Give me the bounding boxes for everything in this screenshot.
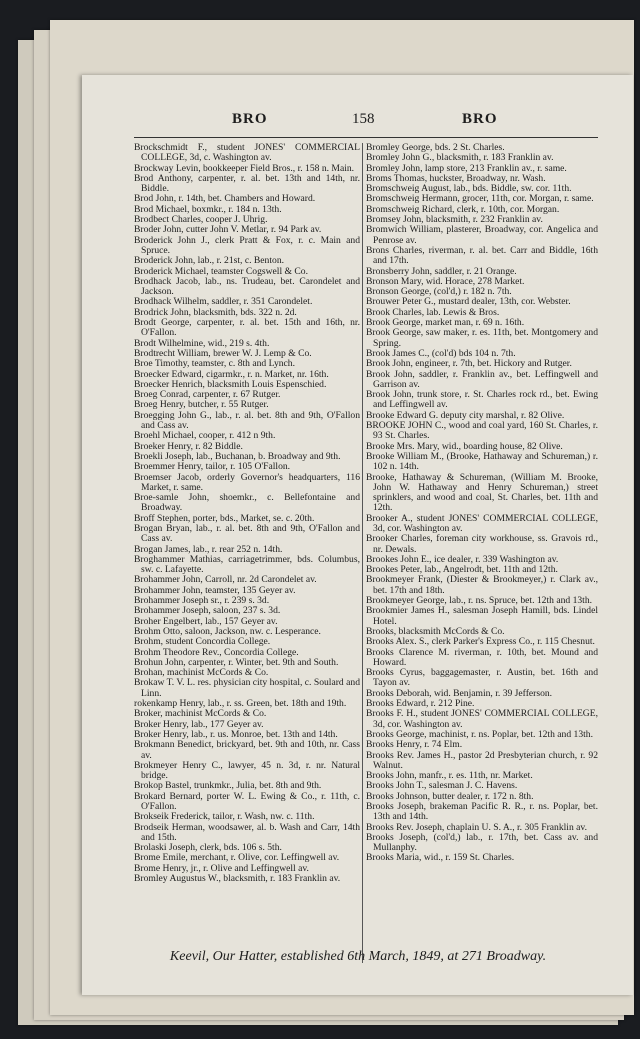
directory-entry: Brooks Rev. Joseph, chaplain U. S. A., r. 305 Franklin av.: [366, 821, 587, 833]
directory-entry: Brooke Mrs. Mary, wid., boarding house, 82 Olive.: [366, 440, 563, 452]
directory-entry: Broderick John J., clerk Pratt & Fox, r. c. Main and Spruce.: [134, 234, 360, 256]
directory-entry: Brookmier James H., salesman Joseph Hamill, bds. Lindel Hotel.: [366, 605, 598, 627]
directory-entry: Brohammer Joseph sr., r. 239 s. 3d.: [134, 595, 270, 607]
directory-entry: Brogan Bryan, lab., r. al. bet. 8th and 9th, O'Fallon and Cass av.: [134, 522, 360, 545]
directory-entry: Bromley Augustus W., blacksmith, r. 183 Franklin av.: [134, 873, 341, 885]
directory-entry: Brohan, machinist McCords & Co.: [134, 667, 269, 679]
directory-entry: Broeker Henry, r. 82 Biddle.: [134, 440, 243, 452]
directory-entry: Bromsey John, blacksmith, r. 232 Franklin av.: [366, 214, 543, 226]
directory-entry: Brons Charles, riverman, r. al. bet. Carr and Biddle, 16th and 17th.: [366, 244, 598, 267]
directory-entry: Broe Timothy, teamster, c. 8th and Lynch.: [134, 358, 296, 370]
header-rule: [134, 137, 598, 138]
directory-entry: Brome Emile, merchant, r. Olive, cor. Leffingwell av.: [134, 852, 340, 864]
right-column: [366, 143, 598, 864]
directory-entry: Brooks Joseph, brakeman Pacific R. R., r. ns. Poplar, bet. 13th and 14th.: [366, 801, 598, 823]
directory-entry: Brookes Peter, lab., Angelrodt, bet. 11th and 12th.: [366, 564, 558, 576]
directory-entry: Broegging John G., lab., r. al. bet. 8th and 9th, O'Fallon and Cass av.: [134, 409, 360, 432]
directory-entry: Brooks Clarence M. riverman, r. 10th, bet. Mound and Howard.: [366, 646, 598, 668]
directory-entry: Broderick John, lab., r. 21st, c. Benton.: [134, 255, 285, 267]
directory-entry: Brockway Levin, bookkeeper Field Bros., r. 158 n. Main.: [134, 162, 355, 174]
directory-entry: Broeg Conrad, carpenter, r. 67 Rutger.: [134, 389, 281, 401]
page-number: 158: [352, 111, 375, 127]
directory-entry: Brook George, saw maker, r. es. 11th, bet. Montgomery and Spring.: [366, 327, 598, 349]
directory-entry: Brooks Joseph, (col'd,) lab., r. 17th, bet. Cass av. and Mullanphy.: [366, 831, 598, 854]
directory-entry: Brockschmidt F., student JONES' COMMERCIAL COLLEGE, 3d, c. Washington av.: [134, 142, 360, 164]
directory-entry: Brodt Wilhelmine, wid., 219 s. 4th.: [134, 337, 270, 349]
directory-entry: Bromley George, bds. 2 St. Charles.: [366, 142, 505, 153]
directory-entry: Brooke Edward G. deputy city marshal, r. 82 Olive.: [366, 409, 565, 421]
directory-entry: Broker, machinist McCords & Co.: [134, 708, 267, 720]
directory-entry: Broker Henry, lab., r. us. Monroe, bet. 13th and 14th.: [134, 728, 338, 740]
directory-entry: Brohm Theodore Rev., Concordia College.: [134, 646, 299, 658]
directory-entry: Brokmann Benedict, brickyard, bet. 9th and 10th, nr. Cass av.: [134, 739, 360, 761]
directory-entry: Bromschweig Richard, clerk, r. 10th, cor. Morgan.: [366, 203, 560, 215]
directory-entry: Brokmeyer Henry C., lawyer, 45 n. 3d, r. nr. Natural bridge.: [134, 759, 360, 782]
directory-entry: Brooks John T., salesman J. C. Havens.: [366, 780, 518, 792]
directory-entry: Brodrick John, blacksmith, bds. 322 n. 2d.: [134, 306, 297, 318]
directory-entry: Brodtrecht William, brewer W. J. Lemp & Co.: [134, 347, 312, 359]
directory-entry: Bronson George, (col'd,) r. 182 n. 7th.: [366, 286, 512, 298]
directory-entry: Brooks George, machinist, r. ns. Poplar, bet. 12th and 13th.: [366, 728, 593, 740]
directory-entry: Bromschweig Hermann, grocer, 11th, cor. Morgan, r. same.: [366, 193, 594, 205]
directory-entry: Bromwich William, plasterer, Broadway, cor. Angelica and Penrose av.: [366, 224, 598, 246]
directory-entry: Brookmeyer Frank, (Diester & Brookmeyer,) r. Clark av., bet. 17th and 18th.: [366, 574, 598, 596]
directory-page: [82, 75, 633, 995]
directory-entry: Brod John, r. 14th, bet. Chambers and Howard.: [134, 193, 316, 205]
directory-entry: Brod Anthony, carpenter, r. al. bet. 13th and 14th, nr. Biddle.: [134, 172, 360, 195]
directory-entry: Brook John, engineer, r. 7th, bet. Hickory and Rutger.: [366, 358, 572, 370]
directory-entry: Brook James C., (col'd) bds 104 n. 7th.: [366, 347, 516, 359]
left-column: [134, 143, 360, 884]
column-divider: [362, 143, 363, 963]
directory-entry: Bromschweig August, lab., bds. Biddle, sw. cor. 11th.: [366, 183, 572, 195]
directory-entry: Brohammer John, Carroll, nr. 2d Carondelet av.: [134, 574, 317, 586]
directory-entry: Brooks Edward, r. 212 Pine.: [366, 698, 475, 710]
directory-entry: Broeg Henry, butcher, r. 55 Rutger.: [134, 399, 269, 411]
directory-entry: Brohammer Joseph, saloon, 237 s. 3d.: [134, 605, 281, 617]
directory-entry: Brokard Bernard, porter W. L. Ewing & Co., r. 11th, c. O'Fallon.: [134, 790, 360, 812]
directory-entry: Broecker Edward, cigarmkr., r. n. Market, nr. 16th.: [134, 368, 329, 380]
directory-entry: Bromley John, lamp store, 213 Franklin av., r. same.: [366, 162, 567, 174]
directory-entry: Brook John, trunk store, r. St. Charles rock rd., bet. Ewing and Leffingwell av.: [366, 389, 598, 411]
directory-entry: Brokaw T. V. L. res. physician city hospital, c. Soulard and Linn.: [134, 677, 360, 699]
directory-entry: Brook Charles, lab. Lewis & Bros.: [366, 306, 500, 318]
directory-entry: Brooke, Hathaway & Schureman, (William M. Brooke, John W. Hathaway and Henry Schureman,) street sprinklers, and wood and coal, St. Charles, bet. 11th and 12th.: [366, 471, 598, 514]
directory-entry: Brooks Johnson, butter dealer, r. 172 n. 8th.: [366, 790, 534, 802]
directory-entry: Brod Michael, boxmkr., r. 184 n. 13th.: [134, 203, 282, 215]
directory-entry: Brookmeyer George, lab., r. ns. Spruce, bet. 12th and 13th.: [366, 595, 593, 607]
header-left-guide: BRO: [232, 111, 268, 127]
directory-entry: Brook George, market man, r. 69 n. 16th.: [366, 317, 525, 329]
directory-entry: Bronson Mary, wid. Horace, 278 Market.: [366, 275, 525, 287]
directory-entry: Broker Henry, lab., 177 Geyer av.: [134, 718, 264, 730]
directory-entry: Broms Thomas, huckster, Broadway, nr. Wash.: [366, 172, 546, 184]
directory-entry: Brodhack Wilhelm, saddler, r. 351 Carondelet.: [134, 296, 313, 308]
directory-entry: Broff Stephen, porter, bds., Market, se. c. 20th.: [134, 512, 315, 524]
directory-entry: Brodt George, carpenter, r. al. bet. 15th and 16th, nr. O'Fallon.: [134, 317, 360, 339]
page-header: [82, 111, 633, 133]
directory-entry: Broemser Jacob, orderly Governor's headquarters, 116 Market, r. same.: [134, 471, 360, 493]
directory-entry: Broderick Michael, teamster Cogswell & Co.: [134, 265, 308, 277]
directory-entry: Broher Engelbert, lab., 157 Geyer av.: [134, 615, 278, 627]
directory-entry: Broecker Henrich, blacksmith Louis Espenschied.: [134, 378, 327, 390]
directory-entry: rokenkamp Henry, lab., r. ss. Green, bet. 18th and 19th.: [134, 698, 347, 710]
directory-entry: Brohm Otto, saloon, Jackson, nw. c. Lesperance.: [134, 625, 321, 637]
directory-entry: Bromley John G., blacksmith, r. 183 Franklin av.: [366, 152, 554, 164]
directory-entry: Brodbect Charles, cooper J. Uhrig.: [134, 214, 268, 226]
directory-entry: Brolaski Joseph, clerk, bds. 106 s. 5th.: [134, 842, 282, 854]
directory-entry: Broekli Joseph, lab., Buchanan, b. Broadway and 9th.: [134, 450, 341, 462]
directory-entry: Brohun John, carpenter, r. Winter, bet. 9th and South.: [134, 656, 339, 668]
directory-entry: Brooks Rev. James H., pastor 2d Presbyterian church, r. 92 Walnut.: [366, 749, 598, 771]
directory-entry: Brokop Bastel, trunkmkr., Julia, bet. 8th and 9th.: [134, 780, 322, 792]
directory-entry: Brokseik Frederick, tailor, r. Wash, nw. c. 11th.: [134, 811, 315, 823]
directory-entry: Brookes John E., ice dealer, r. 339 Washington av.: [366, 553, 559, 565]
directory-entry: Brodseik Herman, woodsawer, al. b. Wash and Carr, 14th and 15th.: [134, 821, 360, 843]
directory-entry: Brooks, blacksmith McCords & Co.: [366, 625, 505, 637]
directory-entry: Brooks F. H., student JONES' COMMERCIAL COLLEGE, 3d, cor. Washington av.: [366, 708, 598, 730]
directory-entry: Broemmer Henry, tailor, r. 105 O'Fallon.: [134, 461, 291, 473]
directory-entry: Broghammer Mathias, carriagetrimmer, bds. Columbus, sw. c. Lafayette.: [134, 553, 360, 576]
directory-entry: Brogan James, lab., r. rear 252 n. 14th.: [134, 543, 283, 555]
directory-entry: Brooks Deborah, wid. Benjamin, r. 39 Jefferson.: [366, 687, 553, 699]
directory-entry: Brooker A., student JONES' COMMERCIAL COLLEGE, 3d, cor. Washington av.: [366, 512, 598, 534]
directory-entry: Brome Henry, jr., r. Olive and Leffingwell av.: [134, 862, 309, 874]
directory-entry: Brooker Charles, foreman city workhouse, ss. Gravois rd., nr. Dewals.: [366, 533, 598, 555]
header-right-guide: BRO: [462, 111, 498, 127]
directory-entry: Brohm, student Concordia College.: [134, 636, 271, 648]
directory-entry: Brooks Alex. S., clerk Parker's Express Co., r. 115 Chesnut.: [366, 636, 595, 648]
directory-entry: Brooks Henry, r. 74 Elm.: [366, 739, 463, 751]
directory-entry: Brook John, saddler, r. Franklin av., bet. Leffingwell and Garrison av.: [366, 368, 598, 390]
directory-entry: Brodhack Jacob, lab., ns. Trudeau, bet. Carondelet and Jackson.: [134, 275, 360, 298]
directory-entry: Brohammer John, teamster, 135 Geyer av.: [134, 584, 296, 596]
directory-entry: Brouwer Peter G., mustard dealer, 13th, cor. Webster.: [366, 296, 571, 308]
directory-entry: Brooks Maria, wid., r. 159 St. Charles.: [366, 852, 515, 864]
directory-entry: Bronsberry John, saddler, r. 21 Orange.: [366, 265, 517, 277]
directory-entry: Brooks Cyrus, baggagemaster, r. Austin, bet. 16th and Tayon av.: [366, 667, 598, 689]
directory-entry: Broder John, cutter John V. Metlar, r. 94 Park av.: [134, 224, 322, 236]
directory-entry: Broe-samle John, shoemkr., c. Bellefontaine and Broadway.: [134, 492, 360, 514]
directory-entry: Broehl Michael, cooper, r. 412 n 9th.: [134, 430, 276, 442]
directory-entry: Brooks John, manfr., r. es. 11th, nr. Market.: [366, 770, 533, 782]
directory-entry: Brooke William M., (Brooke, Hathaway and Schureman,) r. 102 n. 14th.: [366, 450, 598, 473]
footer-advertisement: Keevil, Our Hatter, established 6th March, 1849, at 271 Broadway.: [169, 949, 547, 964]
directory-entry: BROOKE JOHN C., wood and coal yard, 160 St. Charles, r. 93 St. Charles.: [366, 420, 598, 442]
